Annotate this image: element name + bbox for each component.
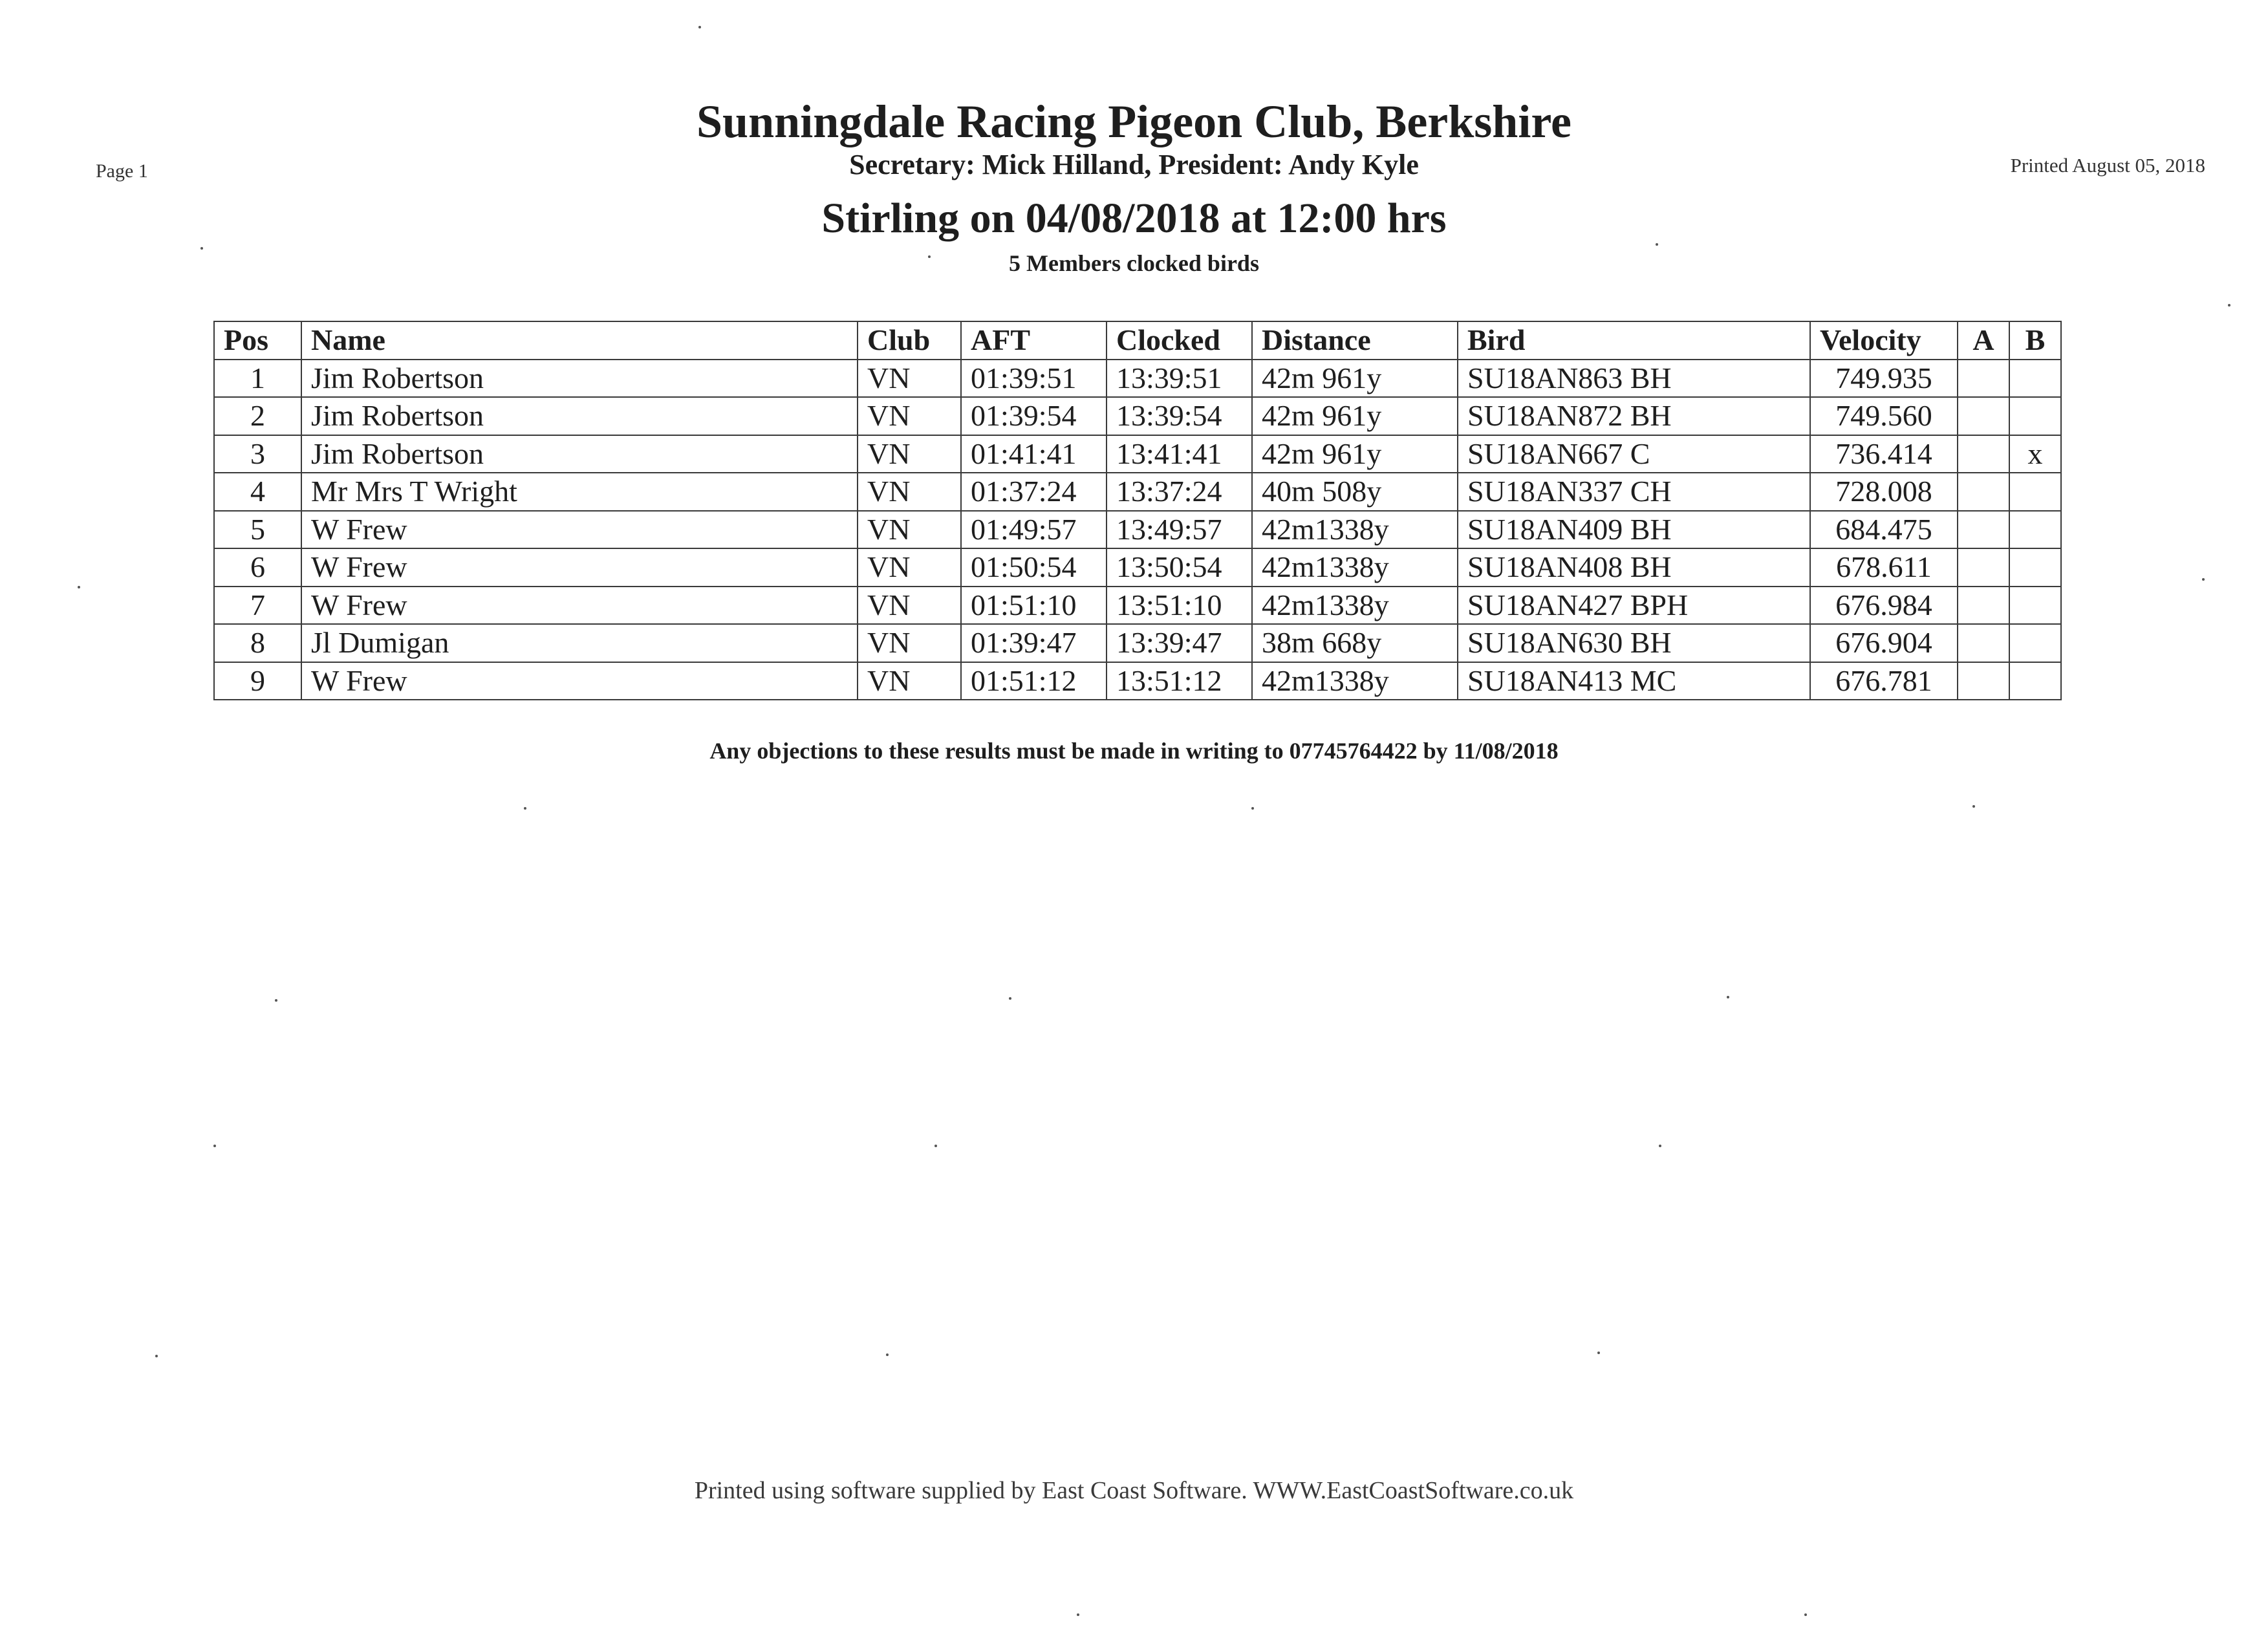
race-title: Stirling on 04/08/2018 at 12:00 hrs (821, 195, 1447, 242)
cell-pos: 2 (214, 397, 301, 435)
col-header-pos: Pos (214, 321, 301, 360)
cell-b (2009, 511, 2061, 549)
cell-club: VN (858, 397, 961, 435)
speck (155, 1355, 158, 1357)
speck (213, 1145, 216, 1147)
cell-name: W Frew (301, 662, 858, 700)
speck (934, 1145, 937, 1147)
objections-notice: Any objections to these results must be made in writing to 07745764422 by 11/08/2018 (709, 738, 1559, 764)
cell-aft: 01:39:54 (961, 397, 1107, 435)
col-header-bird: Bird (1458, 321, 1810, 360)
cell-velocity: 749.560 (1810, 397, 1958, 435)
cell-a (1958, 587, 2009, 625)
table-row (214, 548, 2061, 587)
cell-distance: 38m 668y (1252, 624, 1458, 662)
members-clocked: 5 Members clocked birds (1009, 250, 1259, 276)
cell-distance: 42m1338y (1252, 662, 1458, 700)
cell-pos: 8 (214, 624, 301, 662)
cell-clocked: 13:41:41 (1107, 435, 1252, 473)
cell-pos: 5 (214, 511, 301, 549)
cell-b (2009, 662, 2061, 700)
col-header-clocked: Clocked (1107, 321, 1252, 360)
col-header-velocity: Velocity (1810, 321, 1958, 360)
cell-clocked: 13:39:47 (1107, 624, 1252, 662)
table-row (214, 473, 2061, 511)
cell-distance: 42m 961y (1252, 397, 1458, 435)
cell-velocity: 676.781 (1810, 662, 1958, 700)
speck (78, 586, 80, 588)
cell-club: VN (858, 435, 961, 473)
cell-pos: 4 (214, 473, 301, 511)
cell-b (2009, 548, 2061, 587)
cell-aft: 01:39:51 (961, 360, 1107, 398)
cell-clocked: 13:39:51 (1107, 360, 1252, 398)
cell-aft: 01:41:41 (961, 435, 1107, 473)
cell-b (2009, 473, 2061, 511)
cell-club: VN (858, 662, 961, 700)
col-header-distance: Distance (1252, 321, 1458, 360)
col-header-b: B (2009, 321, 2061, 360)
cell-club: VN (858, 548, 961, 587)
results-body (214, 360, 2061, 700)
speck (275, 999, 277, 1002)
cell-b (2009, 397, 2061, 435)
cell-distance: 42m 961y (1252, 435, 1458, 473)
cell-bird: SU18AN408 BH (1458, 548, 1810, 587)
col-header-name: Name (301, 321, 858, 360)
col-header-a: A (1958, 321, 2009, 360)
speck (2202, 578, 2205, 581)
cell-clocked: 13:49:57 (1107, 511, 1252, 549)
cell-a (1958, 511, 2009, 549)
cell-aft: 01:39:47 (961, 624, 1107, 662)
cell-velocity: 678.611 (1810, 548, 1958, 587)
cell-distance: 42m1338y (1252, 511, 1458, 549)
cell-a (1958, 624, 2009, 662)
cell-bird: SU18AN863 BH (1458, 360, 1810, 398)
printed-date: Printed August 05, 2018 (2010, 154, 2205, 177)
cell-bird: SU18AN630 BH (1458, 624, 1810, 662)
col-header-aft: AFT (961, 321, 1107, 360)
cell-a (1958, 435, 2009, 473)
speck (2228, 304, 2230, 307)
cell-clocked: 13:51:12 (1107, 662, 1252, 700)
speck (1972, 805, 1975, 808)
club-title: Sunningdale Racing Pigeon Club, Berkshire (697, 96, 1571, 147)
cell-b (2009, 587, 2061, 625)
cell-name: Jim Robertson (301, 397, 858, 435)
software-footer: Printed using software supplied by East Coast Software. WWW.EastCoastSoftware.co.uk (694, 1477, 1574, 1504)
table-row (214, 397, 2061, 435)
table-header-row (214, 321, 2061, 360)
cell-pos: 3 (214, 435, 301, 473)
cell-a (1958, 662, 2009, 700)
cell-name: W Frew (301, 548, 858, 587)
cell-club: VN (858, 360, 961, 398)
speck (886, 1353, 889, 1356)
cell-distance: 40m 508y (1252, 473, 1458, 511)
cell-bird: SU18AN413 MC (1458, 662, 1810, 700)
cell-velocity: 684.475 (1810, 511, 1958, 549)
col-header-club: Club (858, 321, 961, 360)
cell-clocked: 13:39:54 (1107, 397, 1252, 435)
speck (1009, 997, 1011, 1000)
cell-clocked: 13:37:24 (1107, 473, 1252, 511)
cell-aft: 01:51:10 (961, 587, 1107, 625)
cell-velocity: 728.008 (1810, 473, 1958, 511)
cell-aft: 01:49:57 (961, 511, 1107, 549)
cell-name: Jl Dumigan (301, 624, 858, 662)
cell-aft: 01:50:54 (961, 548, 1107, 587)
cell-pos: 6 (214, 548, 301, 587)
cell-name: Mr Mrs T Wright (301, 473, 858, 511)
cell-a (1958, 473, 2009, 511)
cell-a (1958, 360, 2009, 398)
table-row (214, 360, 2061, 398)
cell-club: VN (858, 587, 961, 625)
cell-clocked: 13:50:54 (1107, 548, 1252, 587)
cell-name: Jim Robertson (301, 360, 858, 398)
cell-pos: 9 (214, 662, 301, 700)
cell-bird: SU18AN427 BPH (1458, 587, 1810, 625)
speck (1077, 1613, 1079, 1616)
cell-bird: SU18AN872 BH (1458, 397, 1810, 435)
club-officers: Secretary: Mick Hilland, President: Andy Kyle (849, 149, 1419, 180)
speck (1727, 996, 1729, 998)
cell-distance: 42m1338y (1252, 587, 1458, 625)
table-row (214, 511, 2061, 549)
cell-a (1958, 397, 2009, 435)
cell-club: VN (858, 511, 961, 549)
speck (1804, 1613, 1807, 1616)
speck (1659, 1145, 1661, 1147)
speck (1656, 243, 1658, 246)
cell-b (2009, 360, 2061, 398)
speck (200, 247, 203, 250)
speck (1251, 807, 1254, 810)
cell-club: VN (858, 473, 961, 511)
cell-aft: 01:51:12 (961, 662, 1107, 700)
speck (698, 26, 701, 28)
speck (1597, 1352, 1600, 1354)
page-number: Page 1 (96, 160, 148, 182)
table-row (214, 624, 2061, 662)
cell-pos: 1 (214, 360, 301, 398)
cell-club: VN (858, 624, 961, 662)
cell-clocked: 13:51:10 (1107, 587, 1252, 625)
cell-velocity: 676.984 (1810, 587, 1958, 625)
cell-aft: 01:37:24 (961, 473, 1107, 511)
speck (524, 807, 526, 810)
cell-b: x (2009, 435, 2061, 473)
cell-name: W Frew (301, 587, 858, 625)
table-row (214, 662, 2061, 700)
cell-pos: 7 (214, 587, 301, 625)
cell-velocity: 736.414 (1810, 435, 1958, 473)
results-table (213, 321, 2062, 700)
cell-b (2009, 624, 2061, 662)
cell-a (1958, 548, 2009, 587)
cell-bird: SU18AN337 CH (1458, 473, 1810, 511)
cell-name: W Frew (301, 511, 858, 549)
cell-bird: SU18AN667 C (1458, 435, 1810, 473)
table-row (214, 587, 2061, 625)
cell-bird: SU18AN409 BH (1458, 511, 1810, 549)
cell-velocity: 676.904 (1810, 624, 1958, 662)
cell-distance: 42m 961y (1252, 360, 1458, 398)
cell-velocity: 749.935 (1810, 360, 1958, 398)
cell-distance: 42m1338y (1252, 548, 1458, 587)
speck (928, 255, 931, 258)
cell-name: Jim Robertson (301, 435, 858, 473)
table-row (214, 435, 2061, 473)
